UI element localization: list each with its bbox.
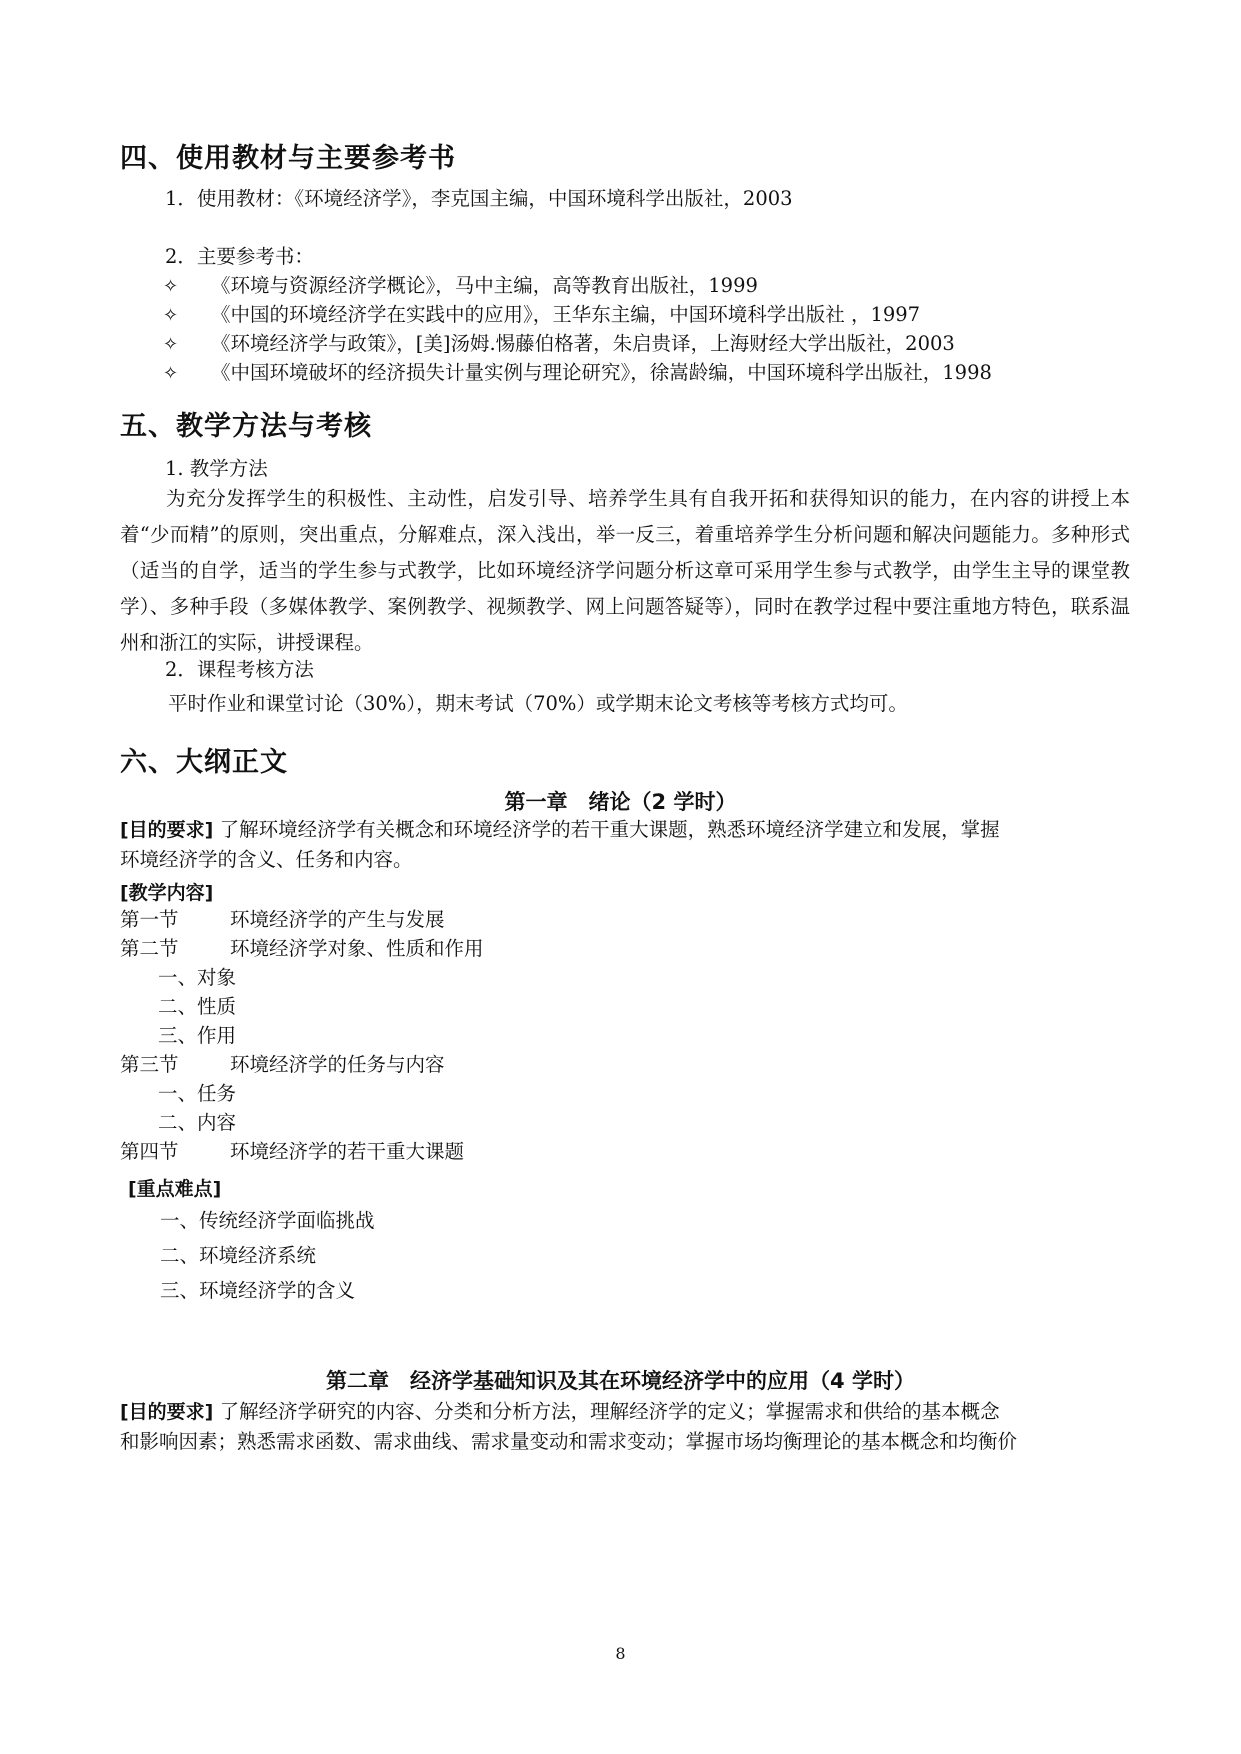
ch1-subitem: 二、性质 (158, 995, 237, 1018)
ch1-section-1: 第一节 环境经济学的产生与发展 (120, 908, 445, 931)
goal-tag: [目的要求] (120, 819, 214, 841)
key-points-tag: [重点难点] (128, 1178, 222, 1200)
chapter-1-title: 第一章 绪论（2 学时） (504, 790, 737, 814)
exam-text: 平时作业和课堂讨论（30%），期末考试（70%）或学期末论文考核等考核方式均可。 (168, 692, 908, 715)
section-6-heading: 六、大纲正文 (120, 747, 288, 778)
key-point-item: 三、环境经济学的含义 (160, 1279, 356, 1302)
ch1-section-4: 第四节 环境经济学的若干重大课题 (120, 1140, 465, 1163)
chapter-2-title: 第二章 经济学基础知识及其在环境经济学中的应用（4 学时） (326, 1369, 915, 1393)
key-point-item: 二、环境经济系统 (160, 1244, 317, 1267)
content-tag: [教学内容] (120, 882, 214, 904)
method-paragraph: 为充分发挥学生的积极性、主动性，启发引导、培养学生具有自我开拓和获得知识的能力，在内容的讲授上本着“少而精”的原则，突出重点，分解难点，深入浅出，举一反三，着重培养学生分析问题和解决问题能力。多种形式（适当的自学，适当的学生参与式教学，比如环境经济学问题分析这章可采用学生参与式教学，由学生主导的课堂教学）、多种手段（多媒体教学、案例教学、视频教学、网上问题答疑等），同时在教学过程中要注重地方特色，联系温州和浙江的实际，讲授课程。 (120, 487, 1130, 654)
ch1-goal-line (120, 818, 1000, 842)
reference-item: ✧ 《环境经济学与政策》，[美]汤姆.惕藤伯格著，朱启贵译，上海财经大学出版社，2003 (163, 332, 955, 355)
page-number: 8 (615, 1644, 626, 1663)
goal-text: 了解经济学研究的内容、分类和分析方法，理解经济学的定义；掌握需求和供给的基本概念 (219, 1400, 1000, 1423)
section-5-heading: 五、教学方法与考核 (120, 411, 372, 442)
exam-label: 2．课程考核方法 (165, 658, 314, 681)
reference-item: ✧ 《中国的环境经济学在实践中的应用》，王华东主编，中国环境科学出版社 ，1997 (163, 303, 921, 326)
ch1-goal-line-2: 环境经济学的含义、任务和内容。 (120, 848, 413, 871)
ch2-goal-line (120, 1400, 1000, 1424)
ch1-section-3: 第三节 环境经济学的任务与内容 (120, 1053, 445, 1076)
ch1-subitem: 二、内容 (158, 1111, 237, 1134)
ch1-subitem: 一、对象 (158, 966, 237, 989)
section-4-heading: 四、使用教材与主要参考书 (120, 143, 456, 174)
key-point-item: 一、传统经济学面临挑战 (160, 1209, 375, 1232)
textbook-line: 1．使用教材：《环境经济学》，李克国主编，中国环境科学出版社，2003 (165, 187, 793, 210)
diamond-bullet-icon: ✧ (163, 276, 179, 297)
ch1-subitem: 一、任务 (158, 1082, 237, 1105)
method-label: 1. 教学方法 (165, 457, 268, 480)
refs-label: 2．主要参考书： (165, 245, 314, 268)
goal-text: 了解环境经济学有关概念和环境经济学的若干重大课题，熟悉环境经济学建立和发展，掌握 (219, 818, 1000, 841)
diamond-bullet-icon: ✧ (163, 363, 179, 384)
ch2-goal-line-2: 和影响因素；熟悉需求函数、需求曲线、需求量变动和需求变动；掌握市场均衡理论的基本概念和均衡价 (120, 1430, 1018, 1453)
diamond-bullet-icon: ✧ (163, 334, 179, 355)
ch1-section-2: 第二节 环境经济学对象、性质和作用 (120, 937, 484, 960)
reference-item: ✧ 《环境与资源经济学概论》，马中主编，高等教育出版社，1999 (163, 274, 758, 297)
diamond-bullet-icon: ✧ (163, 305, 179, 326)
goal-tag: [目的要求] (120, 1401, 214, 1423)
reference-item: ✧ 《中国环境破坏的经济损失计量实例与理论研究》，徐嵩龄编，中国环境科学出版社，1998 (163, 361, 992, 384)
ch1-subitem: 三、作用 (158, 1024, 237, 1047)
